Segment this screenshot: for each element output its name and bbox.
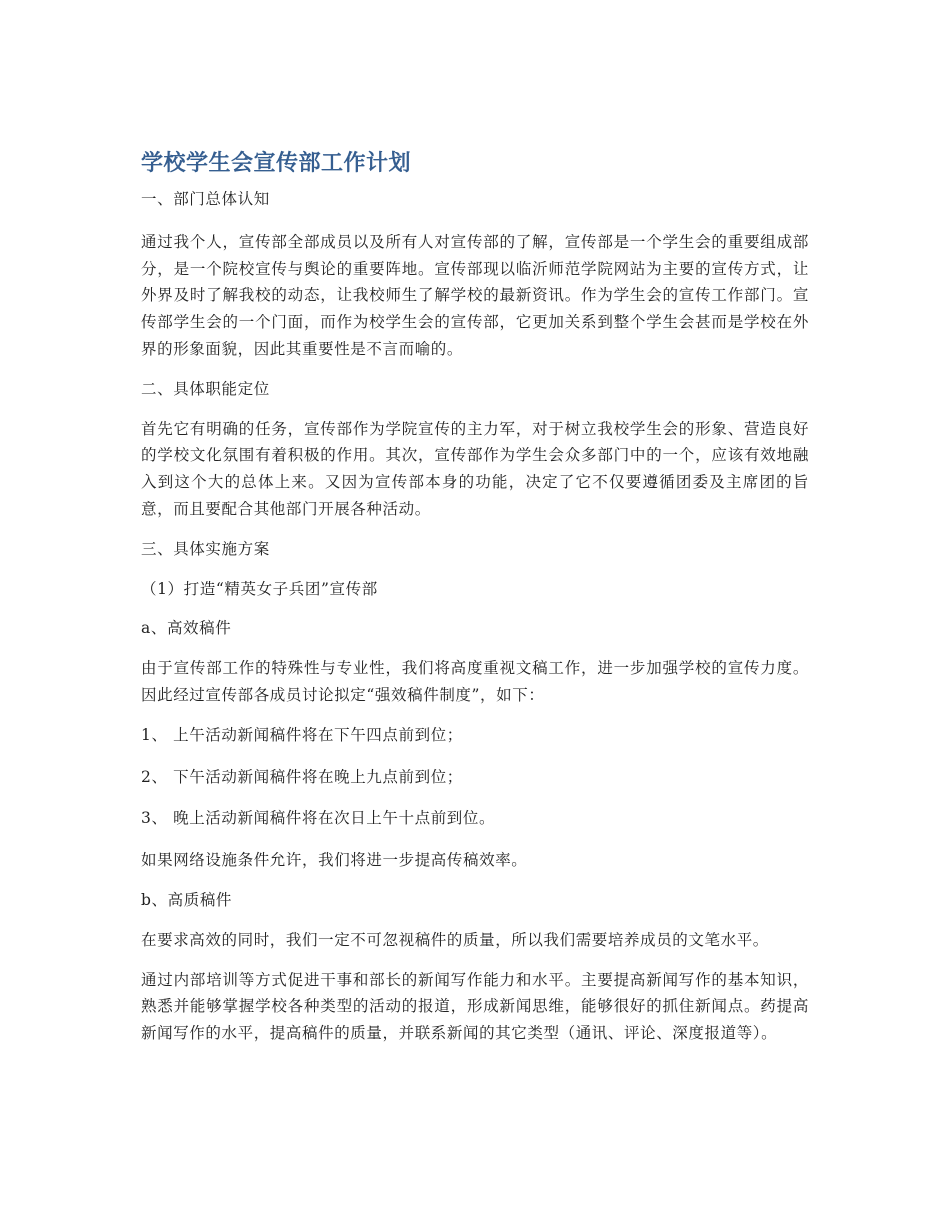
paragraph: 通过内部培训等方式促进干事和部长的新闻写作能力和水平。主要提高新闻写作的基本知识，熟悉并能够掌握学校各种类型的活动的报道，形成新闻思维，能够很好的抓住新闻点。药提高新闻写作的水平，提高稿件的质量，并联系新闻的其它类型（通讯、评论、深度报道等）。 xyxy=(141,970,809,1043)
paragraph: 首先它有明确的任务，宣传部作为学院宣传的主力军，对于树立我校学生会的形象、营造良好的学校文化氛围有着积极的作用。其次，宣传部作为学生会众多部门中的一个，应该有效地融入到这个大的总体上来。又因为宣传部本身的功能，决定了它不仅要遵循团委及主席团的旨意，而且要配合其他部门开展各种活动。 xyxy=(141,419,809,518)
paragraph: 在要求高效的同时，我们一定不可忽视稿件的质量，所以我们需要培养成员的文笔水平。 xyxy=(141,930,769,949)
subsection-heading: b、高质稿件 xyxy=(141,890,233,909)
subsection-heading: a、高效稿件 xyxy=(141,619,232,638)
section-heading: 三、具体实施方案 xyxy=(141,539,270,558)
paragraph: 由于宣传部工作的特殊性与专业性，我们将高度重视文稿工作，进一步加强学校的宣传力度。因此经过宣传部各成员讨论拟定“强效稿件制度”，如下： xyxy=(141,659,809,704)
subsection-heading: （1）打造“精英女子兵团”宣传部 xyxy=(141,579,378,598)
paragraph: 通过我个人，宣传部全部成员以及所有人对宣传部的了解，宣传部是一个学生会的重要组成部分，是一个院校宣传与舆论的重要阵地。宣传部现以临沂师范学院网站为主要的宣传方式，让外界及时了解我校的动态，让我校师生了解学校的最新资讯。作为学生会的宣传工作部门。宣传部学生会的一个门面，而作为校学生会的宣传部，它更加关系到整个学生会甚而是学校在外界的形象面貌，因此其重要性是不言而喻的。 xyxy=(141,232,809,358)
document-title: 学校学生会宣传部工作计划 xyxy=(141,151,412,176)
section-heading: 一、部门总体认知 xyxy=(141,190,270,208)
document-body xyxy=(141,148,809,1060)
section-heading: 二、具体职能定位 xyxy=(141,379,270,398)
list-item: 1、 上午活动新闻稿件将在下午四点前到位； xyxy=(141,725,463,744)
list-item: 3、 晚上活动新闻稿件将在次日上午十点前到位。 xyxy=(141,809,496,828)
paragraph: 如果网络设施条件允许，我们将进一步提高传稿效率。 xyxy=(141,851,528,870)
list-item: 2、 下午活动新闻稿件将在晚上九点前到位； xyxy=(141,767,463,786)
